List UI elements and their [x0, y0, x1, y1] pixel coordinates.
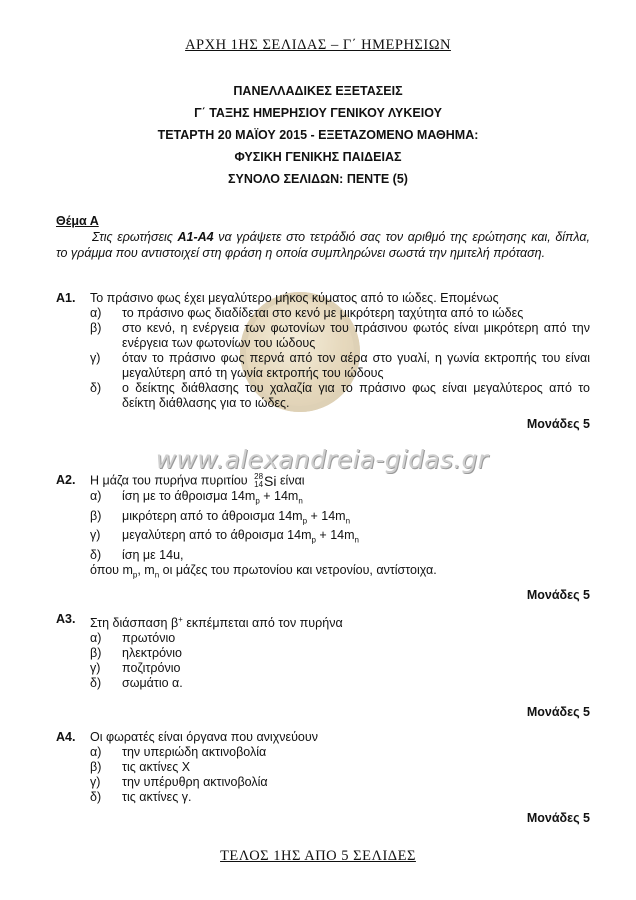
option-text: ηλεκτρόνιο [122, 646, 183, 661]
option-letter: β) [90, 646, 102, 661]
question-number: Α3. [56, 612, 76, 626]
option-text: ίση με το άθροισμα 14m [122, 489, 256, 503]
option-text: το πράσινο φως διαδίδεται στο κενό με μικρότερη ταχύτητα από το ιώδες [122, 306, 524, 320]
question-number: Α2. [56, 473, 76, 487]
question-a3 [56, 612, 590, 720]
option-letter: δ) [90, 790, 102, 804]
answer-option [90, 790, 590, 805]
question-a4 [56, 730, 590, 826]
exam-header-line: ΦΥΣΙΚΗ ΓΕΝΙΚΗΣ ΠΑΙΔΕΙΑΣ [234, 150, 402, 164]
question-stem: Οι φωρατές είναι όργανα που ανιχνεύουν [90, 730, 318, 744]
note-text: οι μάζες του πρωτονίου και νετρονίου, αντίστοιχα. [159, 562, 437, 577]
option-letter: α) [90, 489, 102, 503]
question-stem [90, 612, 590, 631]
option-text: + 14m [307, 508, 346, 523]
atomic-number: 14 [254, 480, 264, 489]
subscript: p [311, 535, 316, 545]
option-letter: δ) [90, 676, 102, 691]
answer-option [90, 489, 590, 509]
marks-label: Μονάδες 5 [526, 705, 590, 720]
answer-option [90, 676, 590, 691]
instructions [56, 229, 590, 261]
answer-option [90, 775, 590, 790]
answer-option [90, 631, 590, 646]
superscript: + [178, 615, 183, 624]
answer-option [90, 548, 590, 563]
option-text: σωμάτιο α. [122, 676, 183, 691]
stem-text: Η μάζα του πυρήνα πυριτίου [90, 473, 248, 488]
option-letter: α) [90, 306, 102, 320]
answer-option [90, 528, 590, 548]
page-footer: ΤΕΛΟΣ 1ΗΣ ΑΠΟ 5 ΣΕΛΙΔΕΣ [220, 848, 416, 864]
exam-header-line: ΤΕΤΑΡΤΗ 20 ΜΑΪΟΥ 2015 - ΕΞΕΤΑΖΟΜΕΝΟ ΜΑΘΗΜΑ: [157, 128, 479, 142]
exam-header-line: ΠΑΝΕΛΛΑΔΙΚΕΣ ΕΞΕΤΑΣΕΙΣ [233, 84, 403, 98]
option-text: + 14m [259, 489, 299, 503]
option-text: ίση με 14u, [122, 547, 184, 562]
answer-option [90, 381, 590, 411]
subscript: p [132, 570, 138, 579]
option-letter: α) [90, 631, 102, 646]
option-letter: β) [90, 321, 102, 335]
option-letter: γ) [90, 661, 101, 676]
subscript: n [298, 496, 303, 506]
option-letter: γ) [90, 775, 101, 789]
answer-option [90, 760, 590, 775]
nuclide-notation [251, 473, 276, 489]
answer-option [90, 351, 590, 381]
note-text: , m [137, 562, 155, 577]
subscript: n [354, 535, 359, 545]
option-text: πρωτόνιο [122, 631, 176, 646]
option-letter: δ) [90, 381, 102, 395]
option-letter: α) [90, 745, 102, 759]
subscript: n [154, 570, 160, 579]
page-header: ΑΡΧΗ 1ΗΣ ΣΕΛΙΔΑΣ – Γ΄ ΗΜΕΡΗΣΙΩΝ [185, 37, 451, 53]
option-text: όταν το πράσινο φως περνά από τον αέρα στο γυαλί, η γωνία εκτροπής του είναι μεγαλύτερη από τη γωνία εκτροπής του ιώδους [122, 351, 590, 380]
marks-label: Μονάδες 5 [526, 588, 590, 602]
theme-title: Θέμα Α [56, 214, 99, 228]
answer-option [90, 646, 590, 661]
option-text: τις ακτίνες Χ [122, 760, 191, 774]
marks-label: Μονάδες 5 [526, 417, 590, 431]
option-letter: β) [90, 508, 102, 523]
answer-option [90, 745, 590, 760]
option-letter: γ) [90, 351, 101, 365]
note-text: όπου m [90, 562, 133, 577]
option-text: μεγαλύτερη από το άθροισμα 14m [122, 528, 312, 542]
answer-option [90, 306, 590, 321]
subscript: n [345, 516, 351, 525]
option-letter: δ) [90, 547, 102, 562]
option-text: στο κενό, η ενέργεια των φωτονίων του πράσινου φωτός είναι μικρότερη από την ενέργεια των φωτονίων του ιώδους [122, 321, 590, 350]
instructions-questions-range: Α1-Α4 [177, 230, 214, 244]
option-text: ο δείκτης διάθλασης του χαλαζία για το πράσινο φως είναι μεγαλύτερος από το δείκτη διάθλασης για το ιώδες. [122, 381, 590, 410]
exam-header-line: Γ΄ ΤΑΞΗΣ ΗΜΕΡΗΣΙΟΥ ΓΕΝΙΚΟΥ ΛΥΚΕΙΟΥ [194, 106, 442, 120]
exam-header [0, 80, 636, 190]
subscript: p [255, 496, 260, 506]
question-note [90, 563, 590, 583]
element-symbol: Si [264, 472, 277, 489]
answer-option [90, 509, 590, 529]
exam-header-line: ΣΥΝΟΛΟ ΣΕΛΙΔΩΝ: ΠΕΝΤΕ (5) [228, 172, 408, 186]
question-stem [90, 473, 590, 489]
stem-text: Στη διάσπαση β [90, 616, 179, 631]
option-text: τις ακτίνες γ. [122, 790, 192, 804]
option-text: + 14m [315, 528, 355, 542]
question-a1 [56, 291, 590, 432]
subscript: p [302, 516, 308, 525]
option-text: την υπέρυθρη ακτινοβολία [122, 775, 268, 789]
stem-text: είναι [279, 473, 305, 488]
question-number: Α1. [56, 291, 76, 305]
marks-label: Μονάδες 5 [526, 811, 590, 825]
option-text: μικρότερη από το άθροισμα 14m [122, 508, 303, 523]
answer-option [90, 661, 590, 676]
mass-number: 28 [254, 472, 264, 481]
question-stem: Το πράσινο φως έχει μεγαλύτερο μήκος κύματος από το ιώδες. Επομένως [90, 291, 499, 305]
option-text: την υπεριώδη ακτινοβολία [122, 745, 267, 759]
watermark-url: www.alexandreia-gidas.gr [155, 445, 489, 474]
question-a2 [56, 473, 590, 603]
stem-text: εκπέμπεται από τον πυρήνα [182, 616, 343, 631]
answer-option [90, 321, 590, 351]
option-letter: γ) [90, 528, 101, 542]
instructions-text: Στις ερωτήσεις [92, 230, 178, 244]
question-number: Α4. [56, 730, 76, 744]
option-letter: β) [90, 760, 102, 774]
instructions-text: να γράψετε στο τετράδιό σας τον αριθμό της ερώτησης και, δίπλα, το γράμμα που αντιστοιχεί στη φράση η οποία συμπληρώνει σωστά την ημιτελή πρόταση. [56, 230, 590, 260]
option-text: ποζιτρόνιο [122, 661, 181, 676]
